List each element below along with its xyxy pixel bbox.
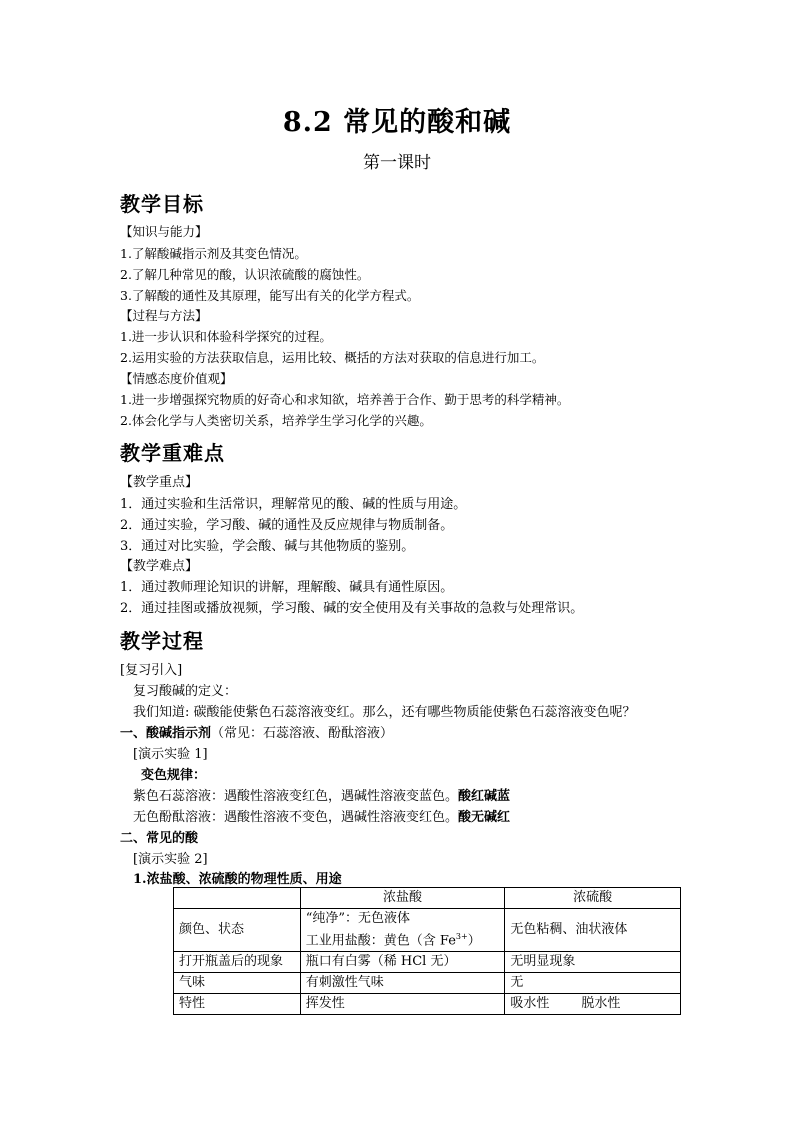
rule-label: 变色规律： (141, 768, 207, 783)
table-cell-line: “纯净”：无色液体 (305, 911, 411, 926)
litmus-summary: 酸红碱蓝 (458, 789, 511, 804)
difficulty-item: 2．通过挂图或播放视频，学习酸、碱的安全使用及有关事故的急救与处理常识。 (120, 601, 584, 616)
part1-note: （常见：石蕊溶液、酚酞溶液） (211, 726, 394, 741)
attitude-item: 2.体会化学与人类密切关系，培养学生学习化学的兴趣。 (120, 413, 432, 428)
part1-bold: 一、酸碱指示剂 (120, 726, 212, 741)
page-subtitle: 第一课时 (363, 153, 431, 173)
goals-heading: 教学目标 (120, 192, 204, 216)
process-heading: 教学过程 (120, 629, 204, 653)
table-header-cell (174, 888, 301, 909)
table-cell: 瓶口有白雾（稀 HCl 无） (300, 952, 505, 973)
table-row (174, 909, 681, 952)
phenol-summary: 酸无碱红 (458, 810, 511, 825)
review-line: 复习酸碱的定义： (133, 684, 238, 699)
difficulty-label: 【教学难点】 (120, 559, 199, 574)
phenol-text: 无色酚酞溶液：遇酸性溶液不变色，遇碱性溶液变红色。 (133, 810, 459, 825)
table-cell: 吸水性 脱水性 (505, 994, 681, 1015)
table-row-label: 颜色、状态 (174, 909, 301, 952)
page-title: 8.2 常见的酸和碱 (282, 107, 512, 138)
part1-heading (120, 722, 393, 741)
attitude-label: 【情感态度价值观】 (120, 371, 233, 386)
table-cell: 有刺激性气味 (300, 973, 505, 994)
table-row-label: 打开瓶盖后的现象 (174, 952, 301, 973)
focus-item: 2．通过实验，学习酸、碱的通性及反应规律与物质制备。 (120, 518, 454, 533)
table-cell: 挥发性 (300, 994, 505, 1015)
table-row (174, 952, 681, 973)
table-row-label: 特性 (174, 994, 301, 1015)
table-cell: 无色粘稠、油状液体 (505, 909, 681, 952)
table-row (174, 994, 681, 1015)
process-label: 【过程与方法】 (120, 308, 208, 323)
table-header-cell: 浓盐酸 (300, 888, 505, 909)
table-cell (300, 909, 505, 952)
focus-label: 【教学重点】 (120, 475, 199, 490)
focus-item: 3．通过对比实验，学会酸、碱与其他物质的鉴别。 (120, 539, 415, 554)
knowledge-item: 2.了解几种常见的酸，认识浓硫酸的腐蚀性。 (120, 267, 370, 282)
acid-properties-table (173, 887, 681, 1015)
process-item: 2.运用实验的方法获取信息，运用比较、概括的方法对获取的信息进行加工。 (120, 350, 545, 365)
review-label: [复习引入] (120, 663, 183, 678)
table-cell-line: 工业用盐酸：黄色（含 $Fe^{3+}$） (305, 932, 481, 949)
knowledge-item: 3.了解酸的通性及其原理，能写出有关的化学方程式。 (120, 288, 420, 303)
table-cell: 无 (505, 973, 681, 994)
knowledge-label: 【知识与能力】 (120, 224, 208, 239)
focus-item: 1．通过实验和生活常识，理解常见的酸、碱的性质与用途。 (120, 497, 467, 512)
key-points-heading: 教学重难点 (120, 441, 225, 465)
ion-charge: 3+ (455, 932, 468, 941)
process-item: 1.进一步认识和体验科学探究的过程。 (120, 329, 332, 344)
demo-1-label: [演示实验 1] (133, 747, 208, 762)
demo-2-label: [演示实验 2] (133, 852, 208, 867)
review-line: 我们知道: 碳酸能使紫色石蕊溶液变红。那么，还有哪些物质能使紫色石蕊溶液变色呢？ (133, 705, 636, 720)
phenol-rule (133, 806, 510, 825)
table-header-row (174, 888, 681, 909)
litmus-rule (133, 785, 510, 804)
difficulty-item: 1．通过教师理论知识的讲解，理解酸、碱具有通性原因。 (120, 580, 454, 595)
table-header-cell: 浓硫酸 (505, 888, 681, 909)
litmus-text: 紫色石蕊溶液：遇酸性溶液变红色，遇碱性溶液变蓝色。 (133, 789, 459, 804)
table-row (174, 973, 681, 994)
knowledge-item: 1.了解酸碱指示剂及其变色情况。 (120, 246, 307, 261)
part2-heading: 二、常见的酸 (120, 831, 199, 846)
subheading-1: 1.浓盐酸、浓硫酸的物理性质、用途 (133, 872, 342, 887)
table-cell: 无明显现象 (505, 952, 681, 973)
attitude-item: 1.进一步增强探究物质的好奇心和求知欲，培养善于合作、勤于思考的科学精神。 (120, 392, 570, 407)
table-row-label: 气味 (174, 973, 301, 994)
